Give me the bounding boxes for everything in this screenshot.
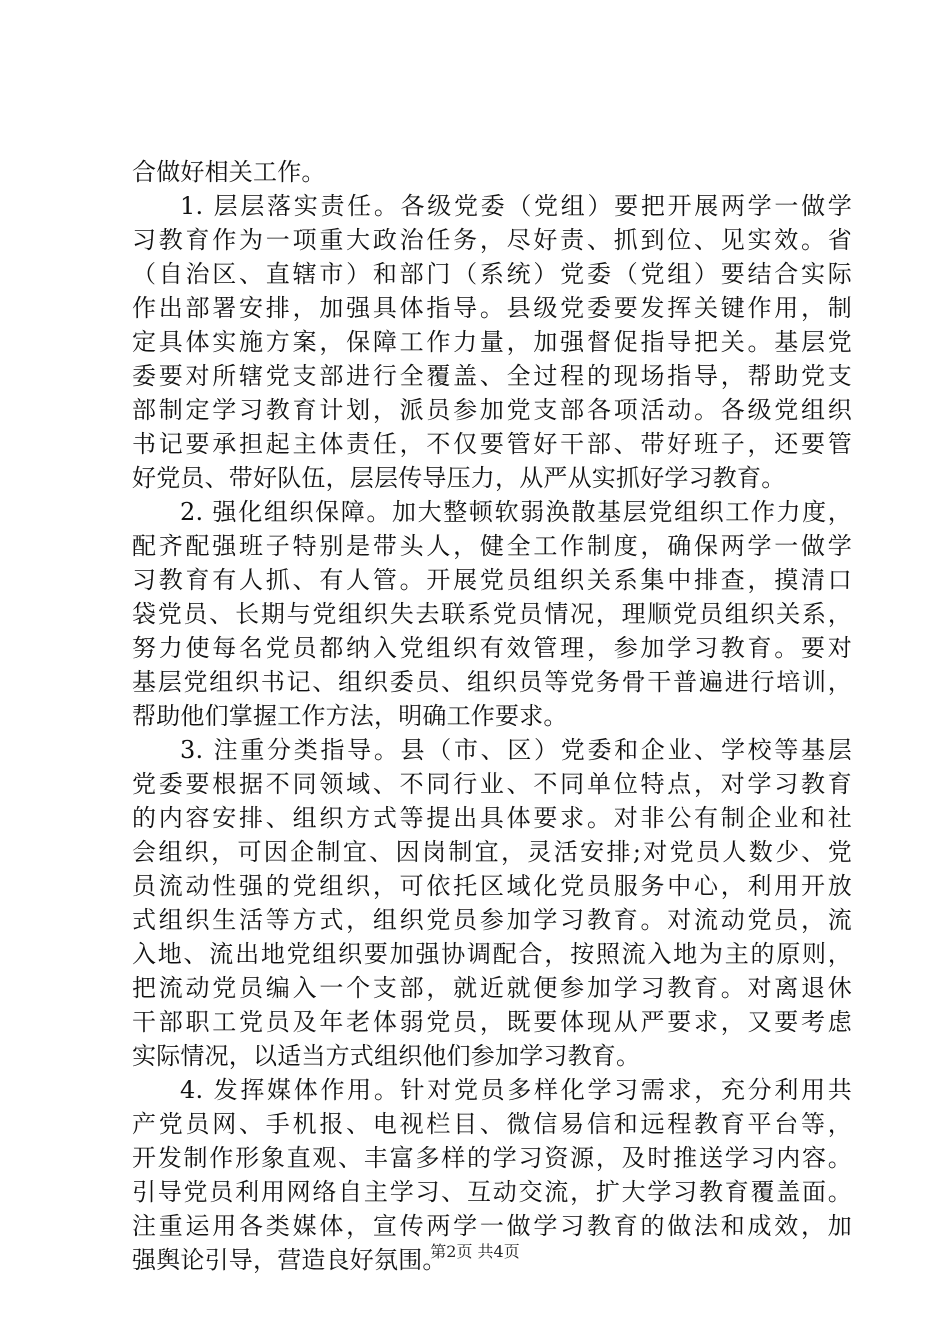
text-line: 开发制作形象直观、丰富多样的学习资源，及时推送学习内容。 (132, 1144, 852, 1172)
document-body (132, 155, 852, 1277)
text-line: 党委要根据不同领域、不同行业、不同单位特点，对学习教育 (132, 770, 852, 798)
text-line: （自治区、直辖市）和部门（系统）党委（党组）要结合实际 (132, 260, 852, 288)
text-line: 式组织生活等方式，组织党员参加学习教育。对流动党员，流 (132, 906, 852, 934)
text-line: 把流动党员编入一个支部，就近就便参加学习教育。对离退休 (132, 974, 852, 1002)
text-line: 入地、流出地党组织要加强协调配合，按照流入地为主的原则， (132, 940, 852, 968)
text-line: 努力使每名党员都纳入党组织有效管理，参加学习教育。要对 (132, 634, 852, 662)
text-line: 帮助他们掌握工作方法，明确工作要求。 (132, 702, 568, 730)
text-line: 习教育有人抓、有人管。开展党员组织关系集中排查，摸清口 (132, 566, 852, 594)
paragraph-4-start: 4. 发挥媒体作用。针对党员多样化学习需求，充分利用共 (180, 1076, 852, 1104)
text-line: 习教育作为一项重大政治任务，尽好责、抓到位、见实效。省 (132, 226, 852, 254)
paragraph-2-start: 2. 强化组织保障。加大整顿软弱涣散基层党组织工作力度， (180, 498, 852, 526)
text-line: 会组织，可因企制宜、因岗制宜，灵活安排;对党员人数少、党 (132, 838, 852, 866)
text-line: 好党员、带好队伍，层层传导压力，从严从实抓好学习教育。 (132, 464, 786, 492)
text-line: 基层党组织书记、组织委员、组织员等党务骨干普遍进行培训， (132, 668, 852, 696)
text-line: 干部职工党员及年老体弱党员，既要体现从严要求，又要考虑 (132, 1008, 852, 1036)
text-line: 合做好相关工作。 (132, 158, 326, 186)
text-line: 强舆论引导，营造良好氛围。 (132, 1246, 447, 1274)
paragraph-3-start: 3. 注重分类指导。县（市、区）党委和企业、学校等基层 (180, 736, 852, 764)
text-line: 委要对所辖党支部进行全覆盖、全过程的现场指导，帮助党支 (132, 362, 852, 390)
text-line: 实际情况，以适当方式组织他们参加学习教育。 (132, 1042, 641, 1070)
page-number: 第2页 共4页 (430, 1242, 520, 1261)
text-line: 袋党员、长期与党组织失去联系党员情况，理顺党员组织关系， (132, 600, 852, 628)
text-line: 的内容安排、组织方式等提出具体要求。对非公有制企业和社 (132, 804, 852, 832)
text-line: 定具体实施方案，保障工作力量，加强督促指导把关。基层党 (132, 328, 852, 356)
text-line: 书记要承担起主体责任，不仅要管好干部、带好班子，还要管 (132, 430, 852, 458)
text-line: 配齐配强班子特别是带头人，健全工作制度，确保两学一做学 (132, 532, 852, 560)
text-line: 作出部署安排，加强具体指导。县级党委要发挥关键作用，制 (132, 294, 852, 322)
paragraph-1-start: 1. 层层落实责任。各级党委（党组）要把开展两学一做学 (180, 192, 852, 220)
text-line: 引导党员利用网络自主学习、互动交流，扩大学习教育覆盖面。 (132, 1178, 852, 1206)
text-line: 员流动性强的党组织，可依托区域化党员服务中心，利用开放 (132, 872, 852, 900)
text-line: 部制定学习教育计划，派员参加党支部各项活动。各级党组织 (132, 396, 852, 424)
text-line: 注重运用各类媒体，宣传两学一做学习教育的做法和成效，加 (132, 1212, 852, 1240)
text-line: 产党员网、手机报、电视栏目、微信易信和远程教育平台等， (132, 1110, 852, 1138)
